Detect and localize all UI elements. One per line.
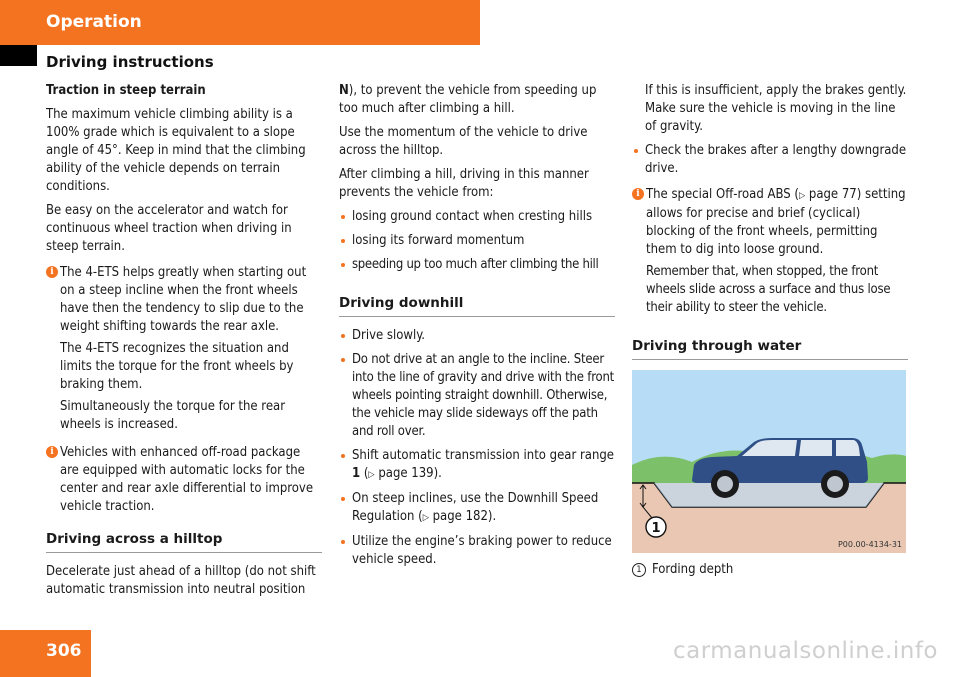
- heading-downhill: Driving downhill: [339, 294, 615, 317]
- bullet-icon: [341, 263, 345, 267]
- prevent-list: [339, 208, 615, 274]
- bullet-icon: [341, 454, 345, 458]
- page-number: 306: [46, 641, 82, 661]
- downhill-list: [339, 327, 615, 569]
- page-number-tab: [0, 630, 91, 677]
- section-header-bar: [0, 0, 480, 45]
- info-icon: i: [46, 266, 58, 278]
- brake-list: [632, 142, 908, 178]
- info-text: Vehicles with enhanced off-road package are equipped with automatic locks for the center and rear axle differential to improve vehicle traction.: [60, 445, 314, 514]
- list-item: [339, 327, 615, 345]
- gear-n: N: [339, 83, 349, 98]
- list-item: [339, 256, 615, 274]
- section-title: Operation: [46, 12, 142, 32]
- caption-number-icon: 1: [632, 563, 646, 577]
- info-note-offroad: [46, 444, 322, 516]
- info-text: The 4-ETS recognizes the situation and limits the torque for the front wheels by braking them.: [60, 341, 294, 392]
- list-item: [339, 351, 615, 441]
- heading-water: Driving through water: [632, 337, 908, 360]
- paragraph-hilltop: Decelerate just ahead of a hilltop (do not shift automatic transmission into neutral position: [46, 564, 316, 597]
- info-text: The 4-ETS helps greatly when starting out on a steep incline when the front wheels have then the tendency to slip due to the weight shifting towards the rear axle.: [60, 265, 307, 334]
- heading-hilltop: Driving across a hilltop: [46, 530, 322, 553]
- list-item-text: speeding up too much after climbing the hill: [352, 257, 599, 272]
- list-item-text: Utilize the engine’s braking power to reduce vehicle speed.: [352, 534, 612, 567]
- page-ref-link[interactable]: page 139).: [374, 466, 442, 481]
- info-note-4ets: [46, 264, 322, 434]
- list-item: [339, 208, 615, 226]
- column-3: [632, 82, 908, 579]
- paragraph-climbing: The maximum vehicle climbing ability is a 100% grade which is equivalent to a slope angle of 45°. Keep in mind that the climbing ability of the vehicle depends on terrain conditions.: [46, 107, 306, 194]
- text-span: Shift automatic transmission into gear range: [352, 448, 614, 463]
- page-ref-link[interactable]: page 77) setting allows for precise and brief (cyclical) blocking of the front wheels, permitting them to dig into loose ground.: [646, 187, 906, 257]
- page-ref-link[interactable]: page 182).: [428, 509, 497, 524]
- info-note-abs: [632, 186, 908, 317]
- paragraph-momentum: Use the momentum of the vehicle to drive across the hilltop.: [339, 125, 588, 158]
- text-span: ), to prevent the vehicle from speeding up too much after climbing a hill.: [339, 83, 597, 116]
- caption-text: Fording depth: [652, 562, 734, 577]
- page-subtitle: Driving instructions: [46, 53, 214, 71]
- heading-traction: Traction in steep terrain: [46, 83, 206, 98]
- column-1: [46, 82, 322, 605]
- text-span: (: [360, 466, 369, 481]
- figure-code: P00.00-4134-31: [837, 540, 902, 549]
- paragraph-prevents: After climbing a hill, driving in this manner prevents the vehicle from:: [339, 167, 589, 200]
- bullet-icon: [341, 334, 345, 338]
- list-item: [339, 447, 615, 484]
- list-item-text: losing its forward momentum: [352, 233, 525, 248]
- list-item: [339, 490, 615, 527]
- bullet-icon: [341, 540, 345, 544]
- list-item-text: Do not drive at an angle to the incline. Steer into the line of gravity and drive with the front wheels pointing straight downhill. Otherwise, the vehicle may slide sideways off the path and roll over.: [352, 352, 615, 439]
- bullet-icon: [341, 215, 345, 219]
- watermark: carmanualsonline.info: [672, 638, 938, 664]
- info-icon: i: [46, 446, 58, 458]
- fording-illustration: [632, 370, 906, 553]
- list-item-text: losing ground contact when cresting hills: [352, 209, 593, 224]
- page-ref-arrow-icon: ▷: [368, 470, 375, 480]
- figure-callout-number: 1: [651, 521, 661, 536]
- fording-figure: [632, 370, 906, 553]
- info-text: Remember that, when stopped, the front wheels slide across a surface and thus lose their ability to steer the vehicle.: [646, 264, 891, 315]
- bullet-icon: [341, 497, 345, 501]
- paragraph-brakes: If this is insufficient, apply the brakes gently. Make sure the vehicle is moving in the line of gravity.: [645, 83, 907, 134]
- text-span: On steep inclines, use the Downhill Speed Regulation (: [352, 491, 599, 524]
- paragraph-accelerator: Be easy on the accelerator and watch for continuous wheel traction when driving in steep terrain.: [46, 203, 292, 254]
- bullet-icon: [341, 239, 345, 243]
- list-item: [632, 142, 908, 178]
- info-text: [646, 186, 908, 259]
- page-ref-arrow-icon: ▷: [798, 191, 806, 201]
- list-item-text: Drive slowly.: [352, 328, 425, 343]
- page-ref-arrow-icon: ▷: [422, 513, 429, 523]
- info-text: Simultaneously the torque for the rear wheels is increased.: [60, 399, 285, 432]
- list-item: [339, 533, 615, 569]
- bullet-icon: [634, 149, 638, 153]
- figure-caption: [632, 561, 908, 579]
- paragraph-neutral: [339, 82, 615, 118]
- text-span: The special Off-road ABS (: [646, 187, 799, 202]
- bullet-icon: [341, 358, 345, 362]
- gear-range: 1: [352, 466, 361, 481]
- section-marker-tab: [0, 45, 37, 66]
- info-icon: i: [632, 188, 644, 200]
- column-2: [339, 82, 615, 575]
- list-item-text: Check the brakes after a lengthy downgrade drive.: [645, 143, 907, 176]
- list-item: [339, 232, 615, 250]
